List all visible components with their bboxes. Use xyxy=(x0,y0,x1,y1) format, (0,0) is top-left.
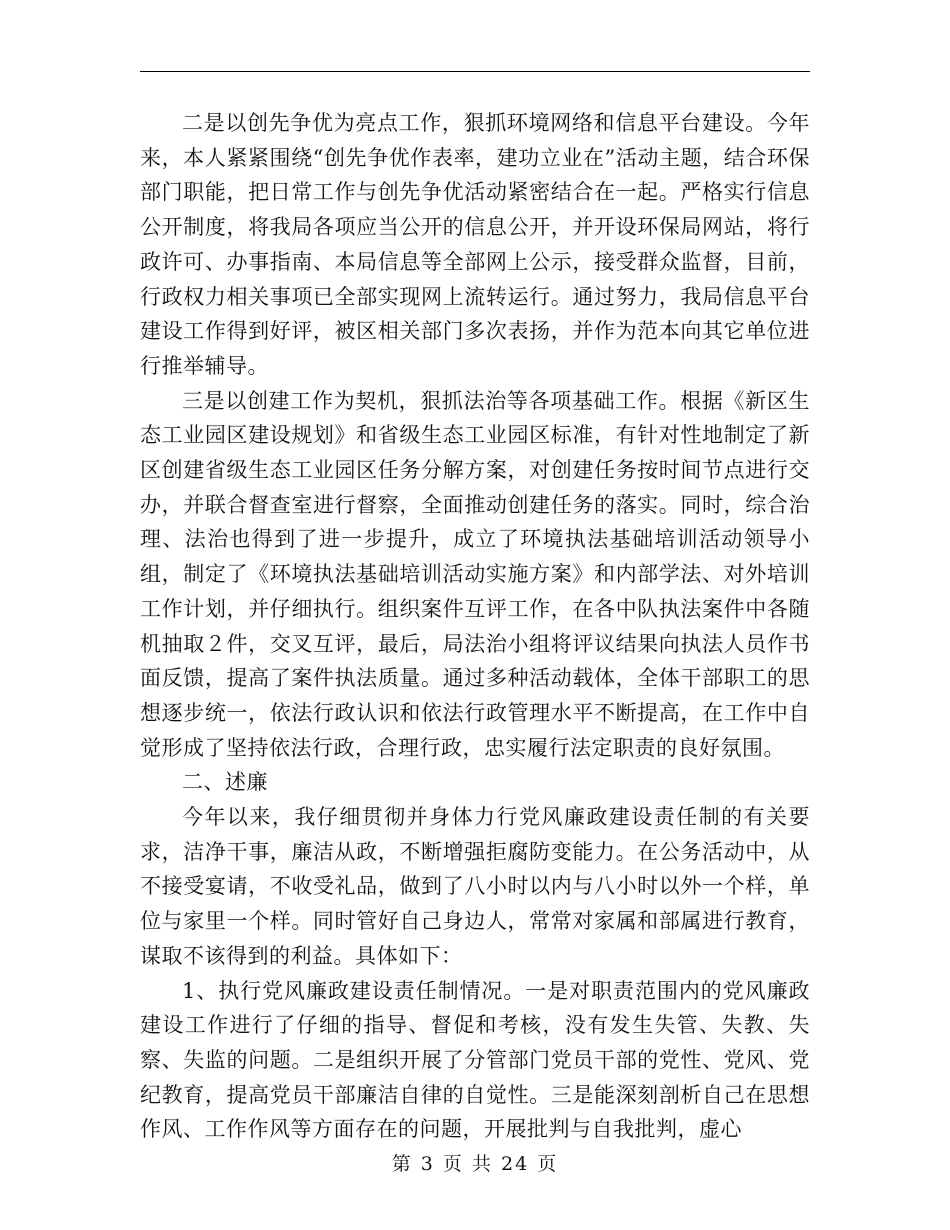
paragraph-point-1: 1、执行党风廉政建设责任制情况。一是对职责范围内的党风廉政建设工作进行了仔细的指导、督促和考核，没有发生失管、失教、失察、失监的问题。二是组织开展了分管部门党员干部的党性、党风、党纪教育，提高党员干部廉洁自律的自觉性。三是能深刻剖析自己在思想作风、工作作风等方面存在的问题，开展批判与自我批判，虚心 xyxy=(140,978,810,1142)
paragraph-item-2: 二是以创先争优为亮点工作，狠抓环境网络和信息平台建设。今年来，本人紧紧围绕“创先争优作表率，建功立业在”活动主题，结合环保部门职能，把日常工作与创先争优活动紧密结合在一起。严格实行信息公开制度，将我局各项应当公开的信息公开，并开设环保局网站，将行政许可、办事指南、本局信息等全部网上公示，接受群众监督，目前，行政权力相关事项已全部实现网上流转运行。通过努力，我局信息平台建设工作得到好评，被区相关部门多次表扬，并作为范本向其它单位进行推举辅导。 xyxy=(140,111,810,378)
paragraph-item-3: 三是以创建工作为契机，狠抓法治等各项基础工作。根据《新区生态工业园区建设规划》和省级生态工业园区标准，有针对性地制定了新区创建省级生态工业园区任务分解方案，对创建任务按时间节点进行交办，并联合督查室进行督察，全面推动创建任务的落实。同时，综合治理、法治也得到了进一步提升，成立了环境执法基础培训活动领导小组，制定了《环境执法基础培训活动实施方案》和内部学法、对外培训工作计划，并仔细执行。组织案件互评工作，在各中队执法案件中各随机抽取２件，交叉互评，最后，局法治小组将评议结果向执法人员作书面反馈，提高了案件执法质量。通过多种活动载体，全体干部职工的思想逐步统一，依法行政认识和依法行政管理水平不断提高，在工作中自觉形成了坚持依法行政，合理行政，忠实履行法定职责的良好氛围。 xyxy=(140,388,810,760)
paragraph-intro: 今年以来，我仔细贯彻并身体力行党风廉政建设责任制的有关要求，洁净干事，廉洁从政，不断增强拒腐防变能力。在公务活动中，从不接受宴请，不收受礼品，做到了八小时以内与八小时以外一个样，单位与家里一个样。同时管好自己身边人，常常对家属和部属进行教育，谋取不该得到的利益。具体如下： xyxy=(140,805,810,968)
section-heading: 二、述廉 xyxy=(182,770,268,795)
header-rule xyxy=(140,71,810,72)
document-body xyxy=(140,106,810,1147)
page-number: 第 3 页 共 24 页 xyxy=(391,1153,559,1175)
